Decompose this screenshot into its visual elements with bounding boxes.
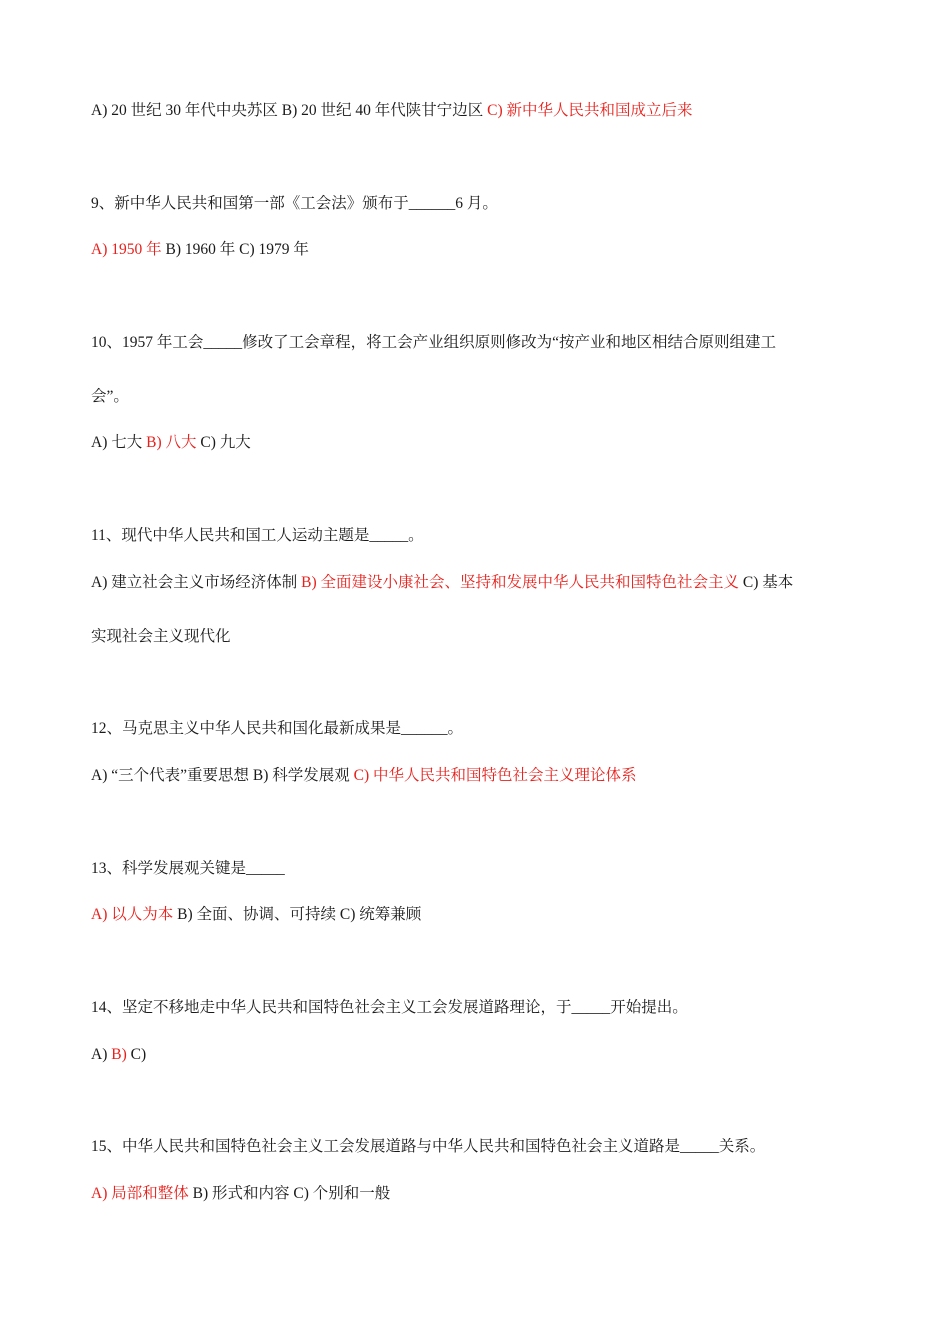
- q15-option-b: B) 形式和内容: [188, 1185, 290, 1202]
- q9-option-c: C) 1979 年: [235, 241, 309, 258]
- q10-question-line2: 会”。: [91, 388, 129, 405]
- q11-options: [91, 573, 871, 593]
- q11-question: 11、现代中华人民共和国工人运动主题是_____。: [91, 527, 424, 544]
- q10-option-b-answer: B) 八大: [142, 434, 197, 451]
- q9-options: [91, 240, 871, 260]
- q13-question: 13、科学发展观关键是_____: [91, 860, 285, 877]
- q12-option-c-answer: C) 中华人民共和国特色社会主义理论体系: [349, 767, 637, 784]
- q12-option-b: B) 科学发展观: [249, 767, 350, 784]
- q10-question-line1: 10、1957 年工会_____修改了工会章程，将工会产业组织原则修改为“按产业和地区相结合原则组建工: [91, 334, 777, 351]
- q13-option-b: B) 全面、协调、可持续: [173, 906, 336, 923]
- q13-options: [91, 905, 871, 925]
- q12-option-a: A) “三个代表”重要思想: [91, 767, 249, 784]
- q11-option-c: C) 基本: [739, 574, 794, 591]
- q15-options: [91, 1184, 871, 1204]
- q14-option-a: A): [91, 1046, 112, 1063]
- q13-option-c: C) 统筹兼顾: [336, 906, 422, 923]
- q13-option-a-answer: A) 以人为本: [91, 906, 174, 923]
- q10-option-a: A) 七大: [91, 434, 143, 451]
- q9-option-a-answer: A) 1950 年: [91, 241, 162, 258]
- q9-option-b: B) 1960 年: [161, 241, 236, 258]
- q8-options: [91, 101, 871, 121]
- q8-option-a: A) 20 世纪 30 年代中央苏区: [91, 102, 278, 119]
- q15-option-c: C) 个别和一般: [289, 1185, 391, 1202]
- q11-option-c-line2: 实现社会主义现代化: [91, 628, 231, 645]
- q14-question: 14、坚定不移地走中华人民共和国特色社会主义工会发展道路理论，于_____开始提出。: [91, 999, 688, 1016]
- q10-option-c: C) 九大: [196, 434, 251, 451]
- q15-option-a-answer: A) 局部和整体: [91, 1185, 189, 1202]
- q14-option-c: C): [130, 1046, 147, 1063]
- q15-question: 15、中华人民共和国特色社会主义工会发展道路与中华人民共和国特色社会主义道路是_____关系。: [91, 1138, 766, 1155]
- q10-options: [91, 433, 871, 453]
- q14-options: [91, 1045, 871, 1065]
- q8-option-b: B) 20 世纪 40 年代陕甘宁边区: [277, 102, 484, 119]
- q11-option-a: A) 建立社会主义市场经济体制: [91, 574, 298, 591]
- q9-question: 9、新中华人民共和国第一部《工会法》颁布于______6 月。: [91, 195, 498, 212]
- q8-option-c-answer: C) 新中华人民共和国成立后来: [483, 102, 693, 119]
- q11-option-b-answer: B) 全面建设小康社会、坚持和发展中华人民共和国特色社会主义: [297, 574, 739, 591]
- q12-options: [91, 766, 871, 786]
- q14-option-b-answer: B): [111, 1046, 131, 1063]
- q12-question: 12、马克思主义中华人民共和国化最新成果是______。: [91, 720, 464, 737]
